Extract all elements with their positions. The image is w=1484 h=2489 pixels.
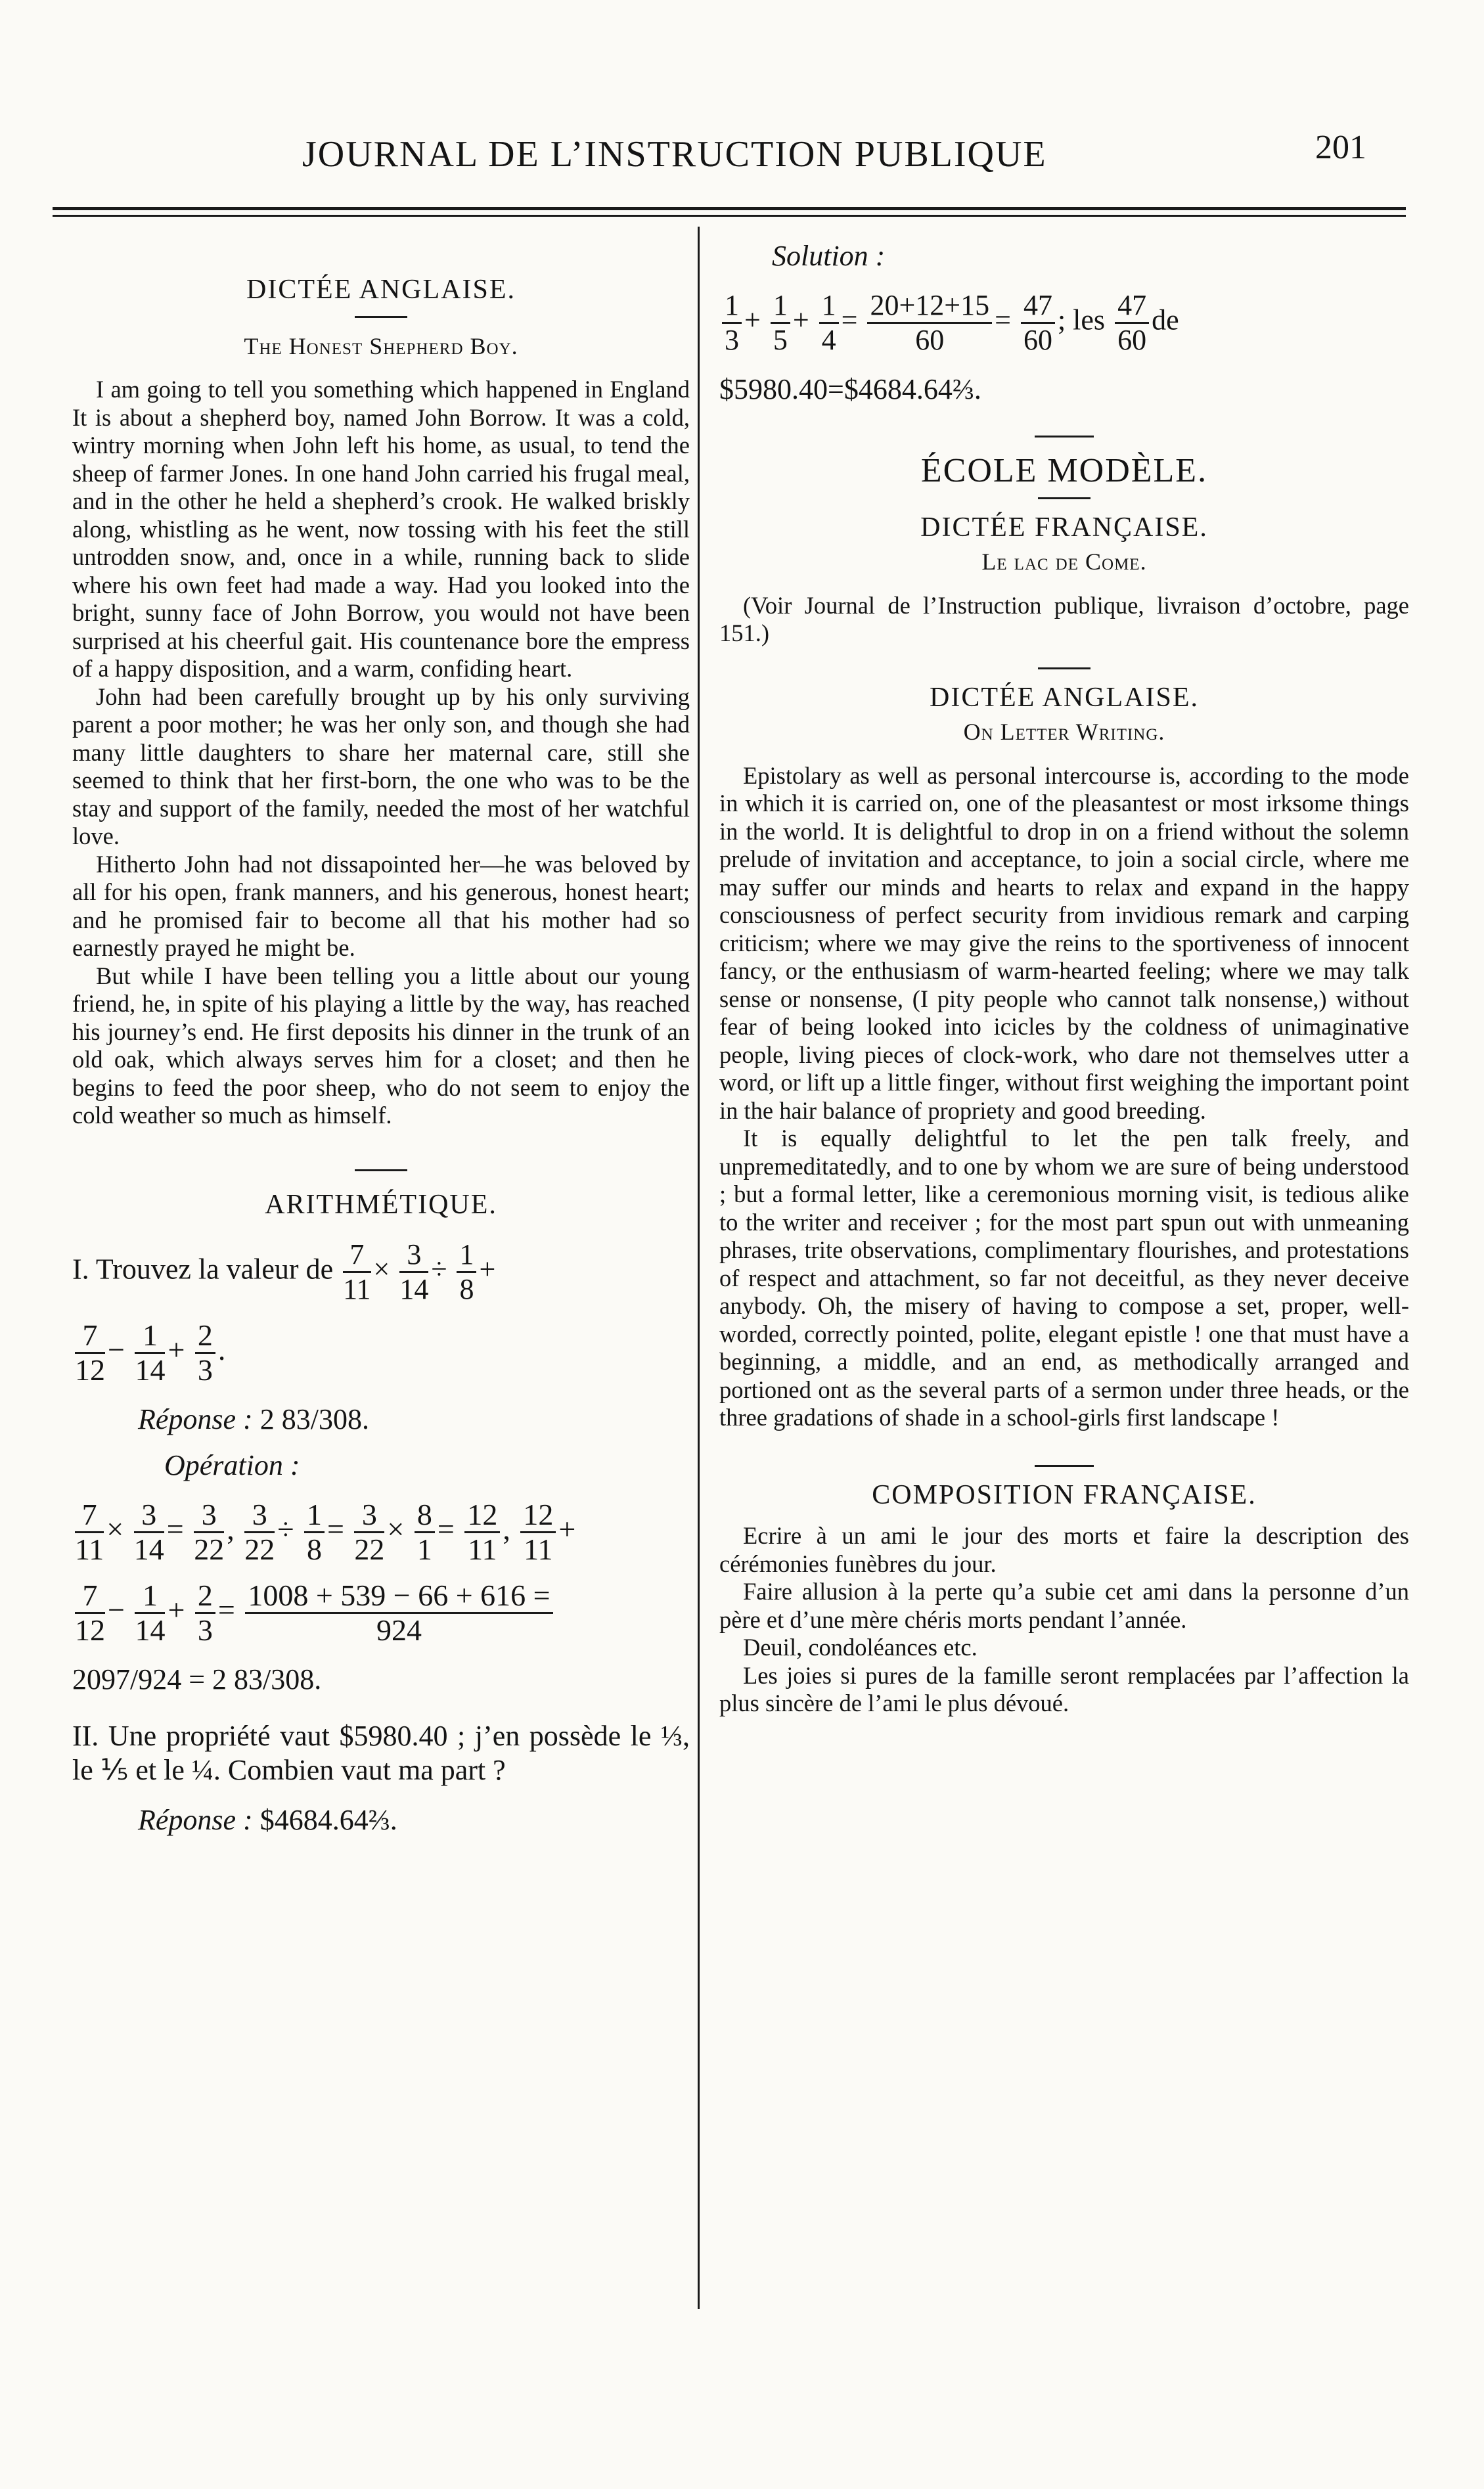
composition-paragraph: Les joies si pures de la famille seront remplacées par l’affection la plus sincère de l’ami le plus dévoué. (719, 1661, 1409, 1716)
reponse-value: 2 83/308. (259, 1403, 369, 1435)
composition-paragraph: Ecrire à un ami le jour des morts et faire la description des cérémonies funèbres du jour. (719, 1522, 1409, 1577)
fraction: $\frac{1}{14}$ (135, 1579, 166, 1647)
fraction: $\frac{7}{12}$ (75, 1318, 105, 1387)
fraction: $\frac{20+12+15}{60}$ (867, 289, 992, 357)
story-paragraph: John had been carefully brought up by his only surviving parent a poor mother; he was her only son, and though she had many little daughters to share her maternal care, still she seemed to think that her first-born, the one who was to be the stay and support of the family, needed the most of her watchful love. (72, 683, 690, 849)
reponse-2 (72, 1801, 690, 1840)
fraction: $\frac{2}{3}$ (195, 1579, 215, 1647)
fraction: $\frac{1}{3}$ (722, 289, 742, 357)
problem-1-lead: I. Trouvez la valeur de (72, 1253, 334, 1286)
column-divider (698, 227, 700, 2309)
fraction: $\frac{8}{1}$ (415, 1498, 435, 1566)
story-paragraph: But while I have been telling you a little about our young friend, he, in spite of his playing a little by the way, has reached his journey’s end. He first deposits his dinner in the trunk of an old oak, which always serves him for a closet; and then he begins to feed the poor sheep, who do not seem to enjoy the cold weather so much as himself. (72, 962, 690, 1129)
operation-label: Opération : (164, 1449, 300, 1481)
story-title: The Honest Shepherd Boy. (244, 332, 518, 359)
composition-paragraph: Faire allusion à la perte qu’a subie cet ami dans la personne d’un père et d’une mère chéris morts pendant l’année. (719, 1578, 1409, 1633)
running-title: JOURNAL DE L’INSTRUCTION PUBLIQUE (302, 134, 1047, 175)
fraction: $\frac{1}{8}$ (457, 1238, 476, 1306)
fraction: $\frac{3}{22}$ (244, 1498, 275, 1566)
dictee-francaise-heading: DICTÉE FRANÇAISE. (920, 512, 1208, 543)
dictee-francaise-subtitle: Le lac de Come. (981, 549, 1147, 575)
separator-dash (355, 316, 407, 318)
fraction: $\frac{12}{11}$ (520, 1498, 556, 1566)
right-column (719, 236, 1409, 1718)
problem-1: I. Trouvez la valeur de $\frac{7}{11}$ × $\frac{3}{14}$ ÷ $\frac{1}{8}$ + (72, 1238, 496, 1305)
letter-writing-subtitle: On Letter Writing. (963, 719, 1165, 745)
fraction: $\frac{1}{5}$ (771, 289, 790, 357)
solution-label: Solution : (772, 240, 886, 272)
fraction: $\frac{7}{11}$ (343, 1238, 371, 1305)
solution-line-1: $\frac{1}{3}$ + $\frac{1}{5}$ + $\frac{1}{4}$ = $\frac{20+12+15}{60}$ = $\frac{47}{60}$ ; les $\frac{47}{60}$ de (719, 289, 1409, 357)
fraction: $\frac{2}{3}$ (195, 1319, 215, 1387)
problem-2: II. Une propriété vaut $5980.40 ; j’en possède le ⅓, le ⅕ et le ¼. Combien vaut ma part ? (72, 1720, 690, 1786)
solution-line-2: $5980.40=$4684.64⅔. (719, 373, 981, 405)
separator-dash (355, 1169, 407, 1171)
fraction: $\frac{47}{60}$ (1021, 289, 1055, 357)
letter-paragraph: Epistolary as well as personal intercourse is, according to the mode in which it is carried on, one of the pleasantest or most irksome things in the world. It is delightful to drop in on a friend without the solemn prelude of invitation and acceptance, to join a social circle, where me may suffer our minds and hearts to relax and expand in the happy consciousness of perfect security from invidious remark and carping criticism; where we may give the reins to the sportiveness of innocent fancy, or the enthusiasm of warm-hearted feeling; where we may talk sense or nonsense, (I pity people who cannot talk nonsense,) without fear of being looked into icicles by the coldness of unimaginative people, living pieces of clock-work, who dare not themselves utter a word, or lift up a little finger, without first weighing the important point in the hair balance of propriety and good breeding. (719, 761, 1409, 1124)
dictee-anglaise-heading: DICTÉE ANGLAISE. (246, 275, 516, 305)
fraction: $\frac{3}{22}$ (354, 1498, 385, 1566)
reponse-label: Réponse : (138, 1403, 253, 1435)
fraction: $\frac{7}{12}$ (75, 1579, 105, 1647)
fraction: $\frac{3}{22}$ (194, 1498, 225, 1566)
separator-dash (1035, 1465, 1094, 1467)
separator-dash (1038, 667, 1091, 669)
fraction: $\frac{7}{11}$ (75, 1498, 104, 1566)
letter-paragraph: It is equally delightful to let the pen talk freely, and unpremeditatedly, and to one by whom we are sure of being understood ; but a formal letter, like a ceremonious morning visit, is tedious alike to the writer and receiver ; for the most part spun out with unmeaning phrases, trite observations, complimentary flourishes, and protestations of respect and attachment, so far not deceitful, as they never deceive anybody. Oh, the misery of having to compose a set, proper, well-worded, correctly pointed, polite, elegant epistle ! one that must have a beginning, a middle, and an end, as methodically arranged and portioned ont as the several parts of a sermon under three heads, or the three gradations of shade in a school-girls first landscape ! (719, 1125, 1409, 1431)
separator-dash (1035, 436, 1094, 437)
operation-line-1: $\frac{7}{11}$ × $\frac{3}{14}$ = $\frac{3}{22}$ , $\frac{3}{22}$ ÷ $\frac{1}{8}$ = $\frac{3}{22}$ × $\frac{8}{1}$ = $\frac{12}{11}$ , $\frac{12}{11}$ + (75, 1498, 576, 1566)
arithmetique-heading: ARITHMÉTIQUE. (265, 1189, 497, 1220)
operation-line-3: 2097/924 = 2 83/308. (72, 1663, 322, 1695)
fraction: $\frac{1008 + 539 - 66 + 616 =}{924}$ (245, 1579, 552, 1647)
composition-heading: COMPOSITION FRANÇAISE. (872, 1479, 1257, 1510)
voir-reference: (Voir Journal de l’Instruction publique, livraison d’octobre, page 151.) (719, 591, 1409, 646)
story-paragraph: I am going to tell you something which happened in England It is about a shepherd boy, named John Borrow. It was a cold, wintry morning when John left his home, as usual, to tend the sheep of farmer Jones. In one hand John carried his frugal meal, and in the other he held a shepherd’s crook. He walked briskly along, whistling as he went, now tossing with his feet the still untrodden snow, and, once in a while, running back to slide where his own feet had made a way. Had you looked into the bright, sunny face of John Borrow, you would not have been surprised at his cheerful gait. His countenance bore the empress of a happy disposition, and a warm, confiding heart. (72, 376, 690, 682)
fraction: $\frac{1}{14}$ (135, 1318, 166, 1387)
header-rule-thick (53, 207, 1406, 210)
fraction: $\frac{3}{14}$ (399, 1238, 429, 1305)
fraction: $\frac{1}{4}$ (819, 289, 839, 357)
dictee-anglaise-heading-right: DICTÉE ANGLAISE. (930, 682, 1199, 713)
fraction: $\frac{1}{8}$ (304, 1498, 325, 1566)
reponse-label: Réponse : (138, 1804, 253, 1836)
header-rule-thin (53, 215, 1406, 217)
operation-line-2: $\frac{7}{12}$ − $\frac{1}{14}$ + $\frac{2}{3}$ = $\frac{1008 + 539 - 66 + 616 =}{924}$ (72, 1579, 690, 1647)
ecole-modele-heading: ÉCOLE MODÈLE. (920, 452, 1208, 489)
fraction: $\frac{12}{11}$ (464, 1498, 500, 1566)
separator-dash (1038, 497, 1091, 499)
reponse-value: $4684.64⅔. (259, 1804, 397, 1836)
problem-1-continued: $\frac{7}{12}$ − $\frac{1}{14}$ + $\frac{2}{3}$ . (75, 1318, 226, 1387)
page-header (53, 122, 1366, 187)
fraction: $\frac{3}{14}$ (133, 1498, 164, 1566)
left-column (72, 236, 690, 1847)
composition-paragraph: Deuil, condoléances etc. (743, 1634, 978, 1661)
reponse-1 (72, 1400, 690, 1439)
page-number: 201 (1315, 129, 1366, 166)
story-paragraph: Hitherto John had not dissapointed her—he was beloved by all for his open, frank manners, and his generous, honest heart; and he promised fair to become all that his mother had so earnestly prayed he might be. (72, 850, 690, 961)
fraction: $\frac{47}{60}$ (1115, 289, 1149, 357)
